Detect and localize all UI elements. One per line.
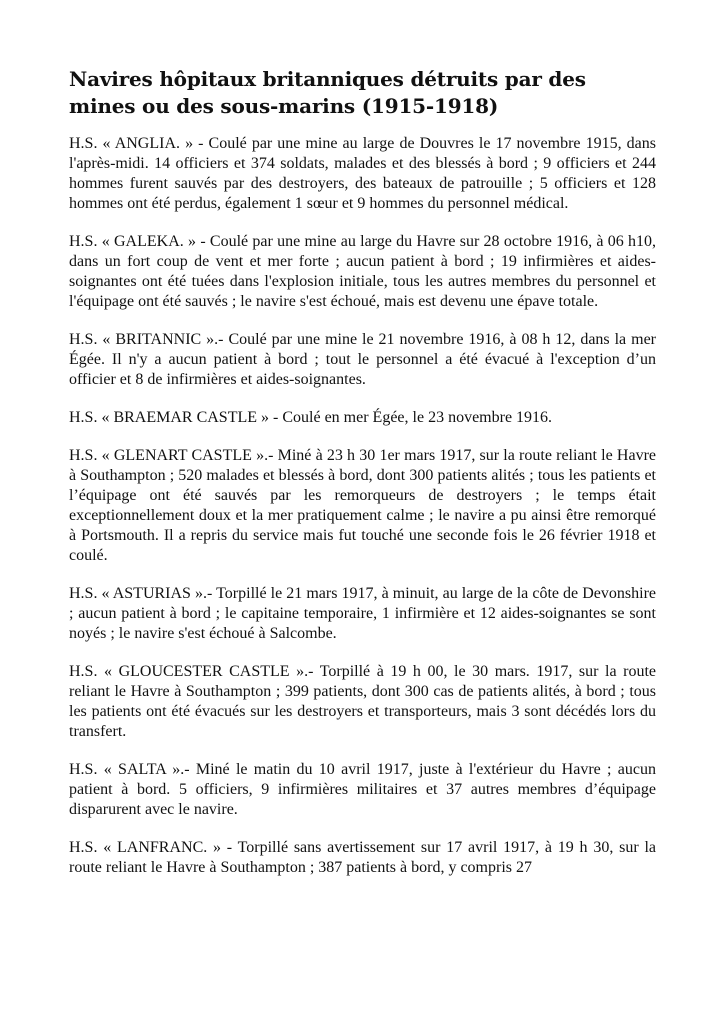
entry-galeka: H.S. « GALEKA. » - Coulé par une mine au large du Havre sur 28 octobre 1916, à 06 h10, dans un fort coup de vent et mer forte ; aucun patient à bord ; 19 infirmières et aides-soignantes ont été tuées dans l'explosion initiale, tous les autres membres du personnel et l'équipage ont été sauvés ; le navire s'est échoué, mais est devenu une épave totale.	[69, 233, 656, 310]
entry-salta: H.S. « SALTA ».- Miné le matin du 10 avril 1917, juste à l'extérieur du Havre ; aucun patient à bord. 5 officiers, 9 infirmières militaires et 37 autres membres d’équipage disparurent avec le navire.	[69, 761, 656, 818]
entry-asturias: H.S. « ASTURIAS ».- Torpillé le 21 mars 1917, à minuit, au large de la côte de Devonshire ; aucun patient à bord ; le capitaine temporaire, 1 infirmière et 12 aides-soignantes se sont noyés ; le navire s'est échoué à Salcombe.	[69, 585, 656, 642]
entry-glenart-castle: H.S. « GLENART CASTLE ».- Miné à 23 h 30 1er mars 1917, sur la route reliant le Havre à Southampton ; 520 malades et blessés à bord, dont 300 patients alités ; tous les patients et l’équipage ont été sauvés par les remorqueurs de destroyers ; le temps était exceptionnellement doux et la mer pratiquement calme ; le navire a pu ainsi être remorqué à Portsmouth. Il a repris du service mais fut touché une seconde fois le 26 février 1918 et coulé.	[69, 447, 656, 564]
entry-anglia: H.S. « ANGLIA. » - Coulé par une mine au large de Douvres le 17 novembre 1915, dans l'après-midi. 14 officiers et 374 soldats, malades et des blessés à bord ; 9 officiers et 244 hommes furent sauvés par des destroyers, des bateaux de patrouille ; 5 officiers et 128 hommes ont été perdus, également 1 sœur et 9 hommes du personnel médical.	[69, 135, 656, 212]
document-page	[69, 66, 656, 896]
entry-lanfranc: H.S. « LANFRANC. » - Torpillé sans avertissement sur 17 avril 1917, à 19 h 30, sur la route reliant le Havre à Southampton ; 387 patients à bord, y compris 27	[69, 839, 656, 876]
entry-gloucester-castle: H.S. « GLOUCESTER CASTLE ».- Torpillé à 19 h 00, le 30 mars. 1917, sur la route reliant le Havre à Southampton ; 399 patients, dont 300 cas de patients alités, à bord ; tous les patients ont été évacués sur les destroyers et transporteurs, mais 3 sont décédés lors du transfert.	[69, 663, 656, 740]
document-title: Navires hôpitaux britanniques détruits par des mines ou des sous-marins (1915-1918)	[69, 67, 586, 118]
entry-britannic: H.S. « BRITANNIC ».- Coulé par une mine le 21 novembre 1916, à 08 h 12, dans la mer Égée. Il n'y a aucun patient à bord ; tout le personnel a été évacué à l'exception d’un officier et 8 de infirmières et aides-soignantes.	[69, 331, 656, 388]
entry-braemar-castle: H.S. « BRAEMAR CASTLE » - Coulé en mer Égée, le 23 novembre 1916.	[69, 409, 553, 426]
